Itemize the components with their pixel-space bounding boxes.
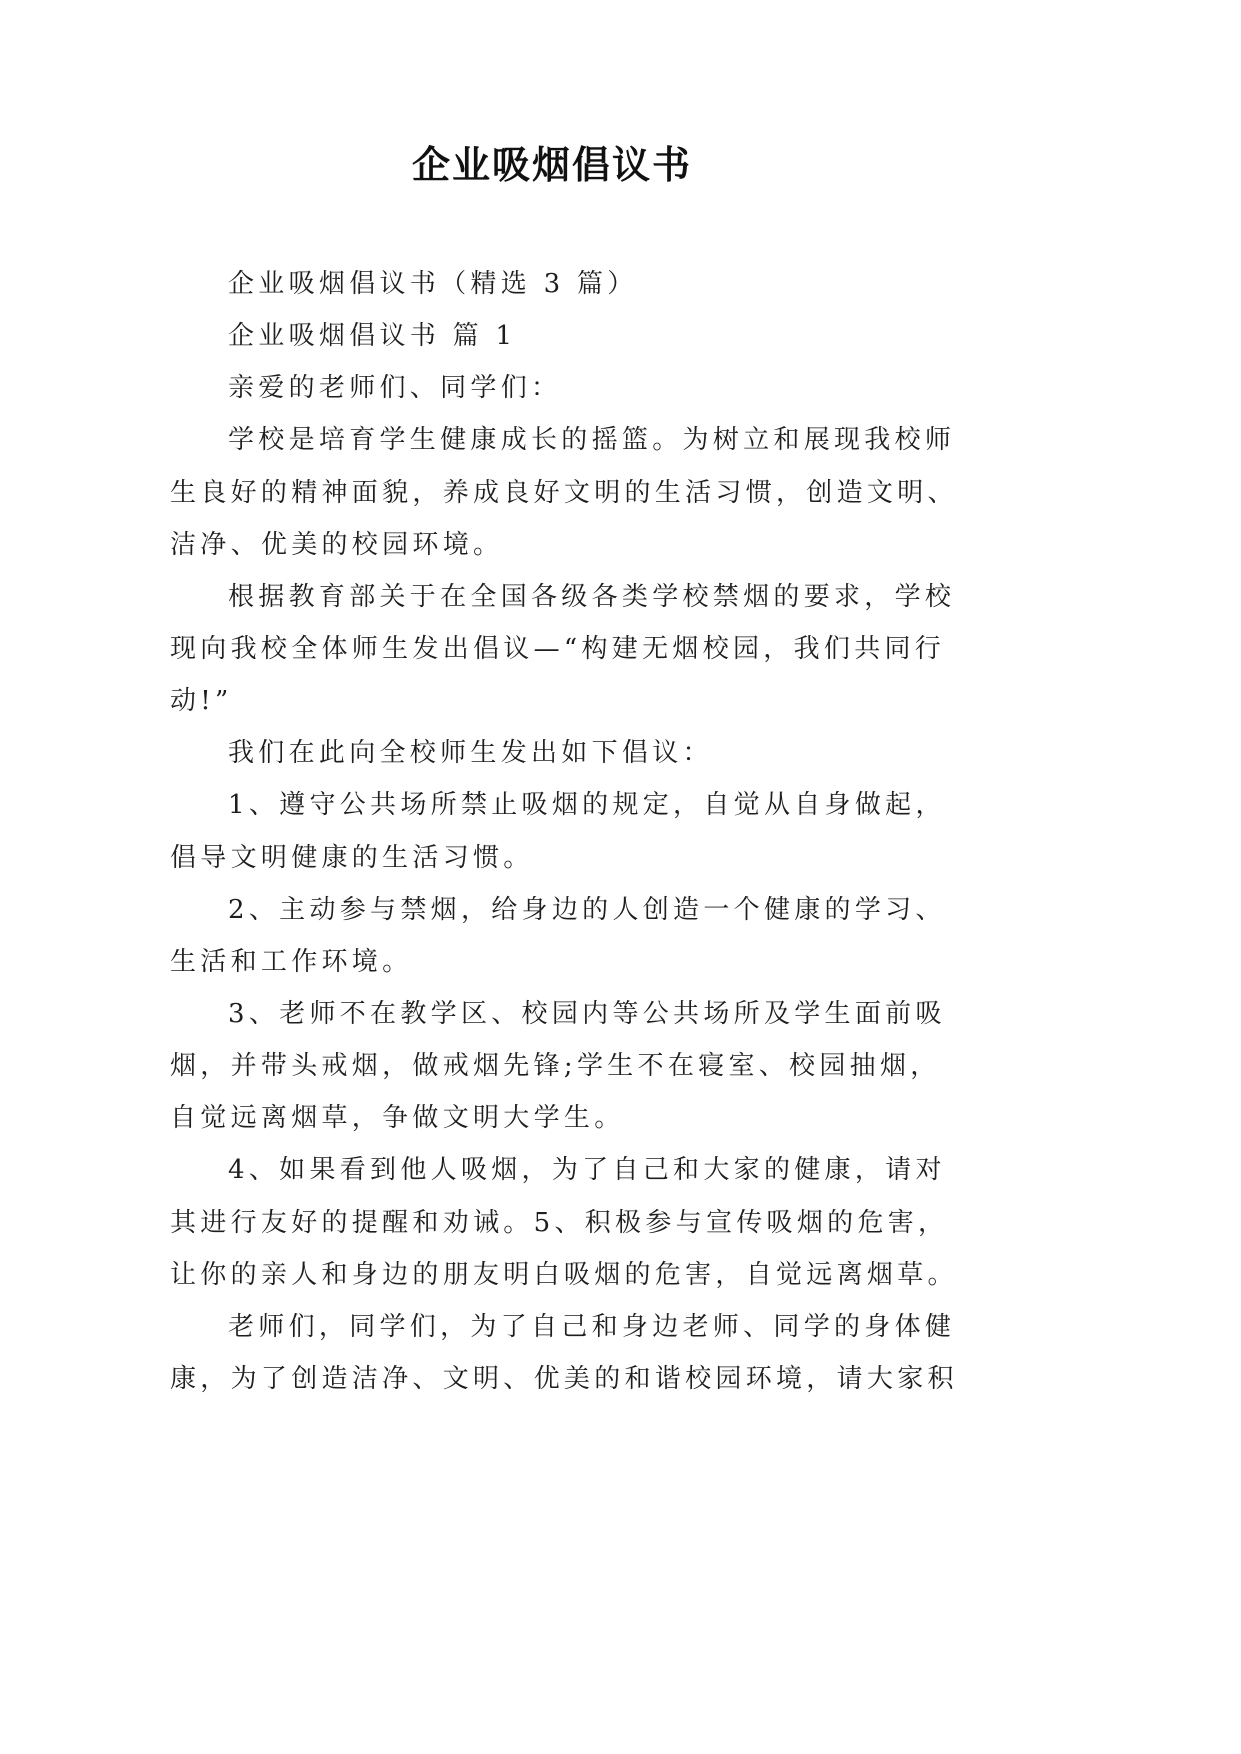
text-line: 亲爱的老师们、同学们： bbox=[228, 373, 562, 404]
text-line: 现向我校全体师生发出倡议—“构建无烟校园，我们共同行 bbox=[170, 633, 946, 664]
paragraph bbox=[170, 258, 1070, 310]
text-line: 动!” bbox=[170, 686, 233, 717]
text-line: 企业吸烟倡议书 篇 1 bbox=[228, 321, 517, 352]
text-line: 3、老师不在教学区、校园内等公共场所及学生面前吸 bbox=[228, 998, 946, 1029]
text-line: 1、遵守公共场所禁止吸烟的规定，自觉从自身做起， bbox=[228, 790, 946, 821]
text-line: 企业吸烟倡议书（精选 3 篇） bbox=[228, 269, 638, 299]
text-line: 倡导文明健康的生活习惯。 bbox=[170, 842, 534, 873]
paragraph bbox=[170, 727, 1070, 779]
text-line: 我们在此向全校师生发出如下倡议： bbox=[228, 738, 713, 769]
paragraph bbox=[170, 414, 1070, 570]
paragraph bbox=[170, 310, 1070, 362]
text-line: 2、主动参与禁烟，给身边的人创造一个健康的学习、 bbox=[228, 894, 946, 925]
paragraph bbox=[170, 779, 1070, 883]
text-line: 康，为了创造洁净、文明、优美的和谐校园环境，请大家积 bbox=[170, 1363, 958, 1394]
paragraph bbox=[170, 1301, 1070, 1405]
paragraph bbox=[170, 571, 1070, 727]
paragraph bbox=[170, 362, 1070, 414]
paragraph bbox=[170, 988, 1070, 1144]
text-line: 4、如果看到他人吸烟，为了自己和大家的健康，请对 bbox=[228, 1155, 946, 1186]
text-line: 生活和工作环境。 bbox=[170, 946, 413, 977]
text-line: 其进行友好的提醒和劝诫。5、积极参与宣传吸烟的危害， bbox=[170, 1207, 949, 1238]
text-line: 学校是培育学生健康成长的摇篮。为树立和展现我校师 bbox=[228, 425, 956, 456]
text-line: 让你的亲人和身边的朋友明白吸烟的危害，自觉远离烟草。 bbox=[170, 1259, 958, 1290]
document-body bbox=[170, 258, 1070, 1405]
paragraph bbox=[170, 1144, 1070, 1300]
paragraph bbox=[170, 884, 1070, 988]
text-line: 烟，并带头戒烟，做戒烟先锋;学生不在寝室、校园抽烟， bbox=[170, 1051, 941, 1082]
text-line: 根据教育部关于在全国各级各类学校禁烟的要求，学校 bbox=[228, 581, 956, 612]
text-line: 老师们，同学们，为了自己和身边老师、同学的身体健 bbox=[228, 1311, 956, 1342]
text-line: 洁净、优美的校园环境。 bbox=[170, 529, 504, 560]
text-line: 生良好的精神面貌，养成良好文明的生活习惯，创造文明、 bbox=[170, 477, 958, 508]
document-title: 企业吸烟倡议书 bbox=[411, 142, 692, 187]
text-line: 自觉远离烟草，争做文明大学生。 bbox=[170, 1103, 625, 1134]
